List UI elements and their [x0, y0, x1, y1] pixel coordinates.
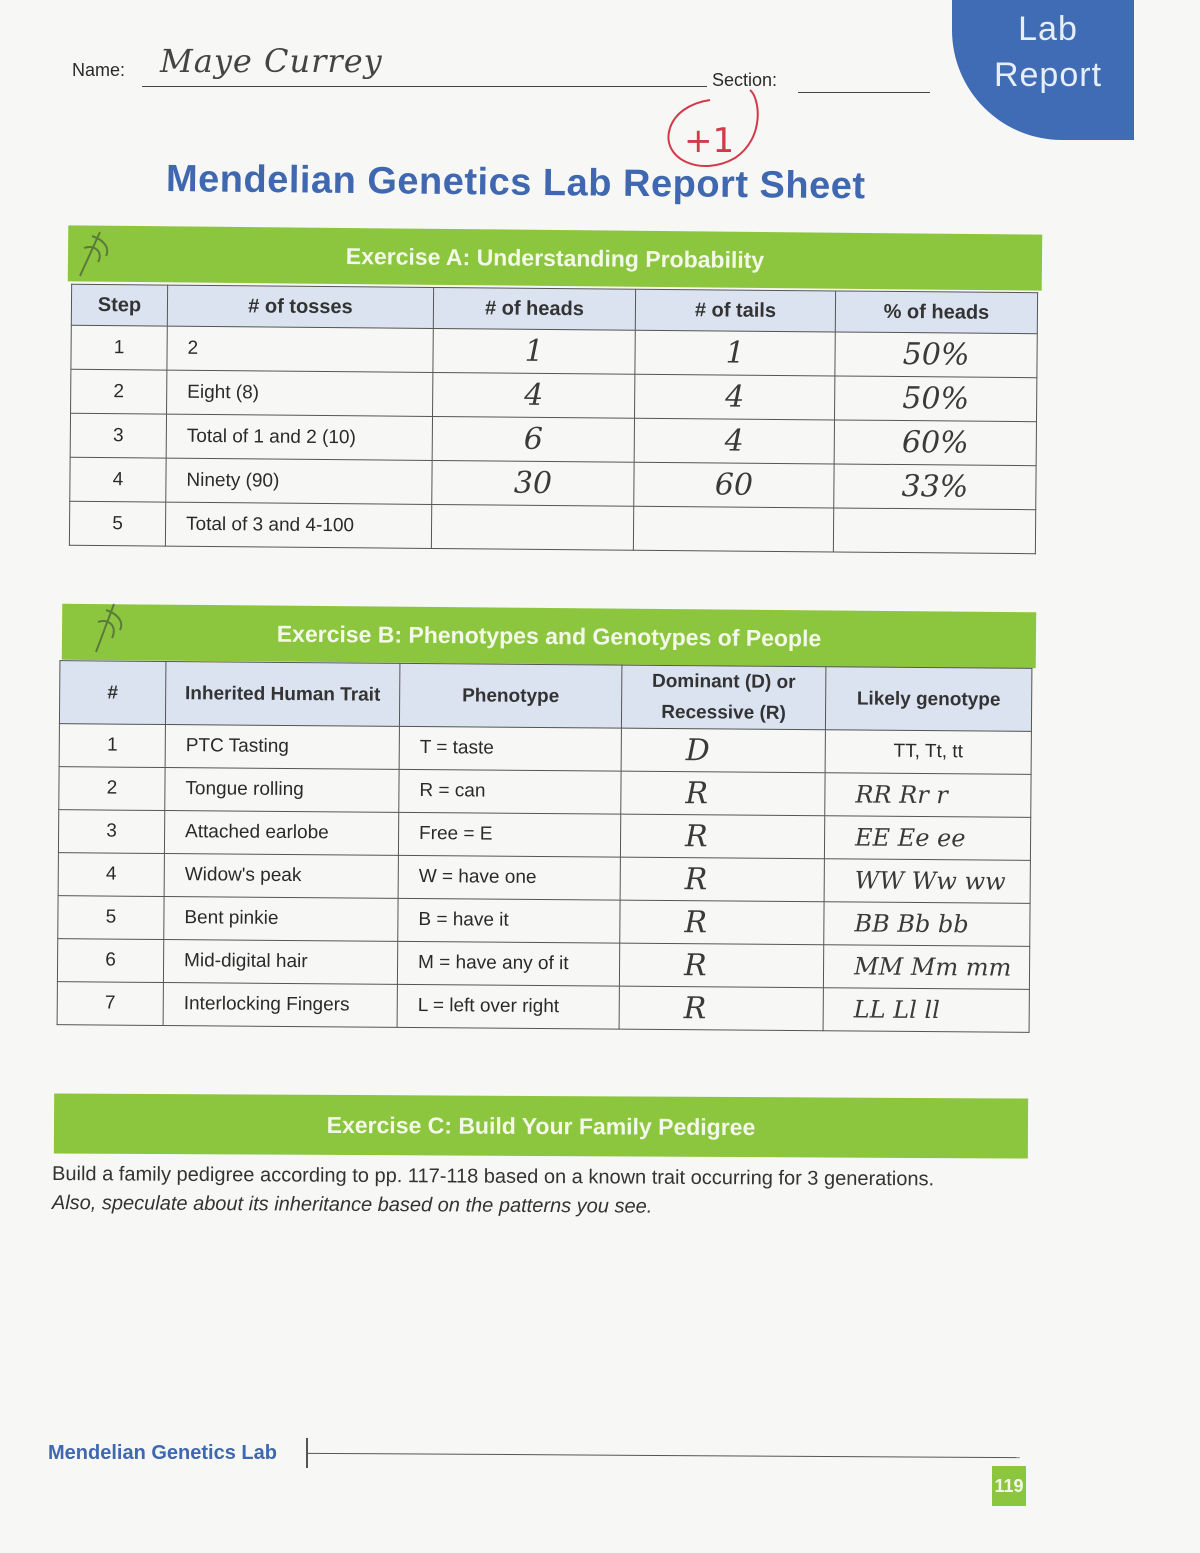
tosses-cell: Ninety (90) [166, 458, 432, 504]
tosses-cell: 2 [167, 326, 433, 372]
pin-mark-icon [86, 600, 132, 656]
genotype-cell[interactable]: MM Mm mm [823, 945, 1029, 990]
phenotype-cell: M = have any of it [397, 941, 619, 986]
name-handwritten: Maye Currey [160, 42, 383, 80]
phenotype-cell: T = taste [399, 726, 621, 771]
phenotype-cell: W = have one [398, 855, 620, 900]
col-trait: Inherited Human Trait [165, 662, 399, 727]
probability-table [69, 284, 1038, 554]
number-cell: 2 [59, 767, 165, 811]
traits-table [57, 660, 1033, 1033]
exercise-c-instructions [52, 1160, 934, 1223]
genotype-cell[interactable]: WW Ww ww [824, 859, 1030, 904]
tosses-cell: Eight (8) [167, 370, 433, 416]
trait-cell: Interlocking Fingers [163, 983, 397, 1028]
step-cell: 3 [70, 413, 166, 458]
trait-cell: PTC Tasting [165, 725, 399, 770]
dominant-recessive-cell[interactable]: R [619, 943, 823, 988]
number-cell: 7 [57, 982, 163, 1026]
col-tails: # of tails [635, 289, 835, 332]
instruction-line-italic: Also, speculate about its inheritance based on the patterns you see. [51, 1192, 653, 1218]
col-heads: # of heads [433, 287, 635, 330]
pct-heads-cell[interactable]: 60% [834, 420, 1036, 466]
dominant-recessive-cell[interactable]: R [620, 857, 824, 902]
number-cell: 6 [57, 939, 163, 983]
table-row [59, 767, 1031, 818]
step-cell: 5 [69, 501, 165, 546]
table-row [59, 724, 1031, 775]
section-label: Section: [712, 70, 778, 90]
tosses-cell: Total of 3 and 4-100 [165, 502, 431, 548]
exercise-c-heading: Exercise C: Build Your Family Pedigree [54, 1093, 1028, 1158]
dominant-recessive-cell[interactable]: D [621, 728, 825, 773]
pct-heads-cell[interactable]: 50% [835, 332, 1037, 378]
pct-heads-cell[interactable]: 50% [835, 376, 1037, 422]
genotype-cell[interactable]: RR Rr r [825, 773, 1031, 818]
tosses-cell: Total of 1 and 2 (10) [166, 414, 432, 460]
score-text: +1 [684, 121, 735, 161]
table-row [58, 896, 1030, 947]
phenotype-cell: Free = E [398, 812, 620, 857]
col-step: Step [71, 284, 167, 326]
col-phenotype: Phenotype [399, 663, 621, 728]
dominant-recessive-cell[interactable]: R [620, 814, 824, 859]
page-title: Mendelian Genetics Lab Report Sheet [165, 158, 866, 208]
tails-cell[interactable]: 4 [635, 374, 835, 420]
pin-mark-icon [70, 226, 116, 282]
number-cell: 5 [58, 896, 164, 940]
step-cell: 1 [71, 325, 167, 370]
pct-heads-cell[interactable]: 33% [834, 464, 1036, 510]
pct-heads-cell[interactable] [833, 508, 1035, 554]
trait-cell: Tongue rolling [165, 768, 399, 813]
trait-cell: Bent pinkie [164, 897, 398, 942]
genotype-cell[interactable]: EE Ee ee [824, 816, 1030, 861]
tails-cell[interactable] [633, 506, 833, 552]
col-genotype: Likely genotype [825, 667, 1031, 732]
dominant-recessive-cell[interactable]: R [621, 771, 825, 816]
exercise-b-heading: Exercise B: Phenotypes and Genotypes of People [62, 604, 1036, 668]
phenotype-cell: B = have it [398, 898, 620, 943]
tab-line-2: Report [993, 56, 1103, 94]
page-number: 119 [992, 1466, 1026, 1506]
trait-cell: Attached earlobe [164, 811, 398, 856]
name-field-line[interactable] [142, 86, 707, 87]
table-row [58, 810, 1030, 861]
instruction-line: Build a family pedigree according to pp. 117-118 based on a known trait occurring for 3 generations. [52, 1163, 935, 1191]
col-number: # [59, 661, 165, 725]
step-cell: 2 [71, 369, 167, 414]
phenotype-cell: R = can [399, 769, 621, 814]
table-row [58, 853, 1030, 904]
genotype-cell[interactable]: TT, Tt, tt [825, 730, 1031, 775]
heads-cell[interactable]: 30 [432, 460, 634, 506]
footer-label: Mendelian Genetics Lab [48, 1442, 277, 1464]
tails-cell[interactable]: 4 [634, 418, 834, 464]
heads-cell[interactable] [431, 504, 633, 550]
name-label: Name: [72, 60, 126, 80]
tails-cell[interactable]: 1 [635, 330, 835, 376]
step-cell: 4 [70, 457, 166, 502]
genotype-cell[interactable]: BB Bb bb [824, 902, 1030, 947]
table-row [57, 939, 1029, 990]
number-cell: 1 [59, 724, 165, 768]
genotype-cell[interactable]: LL Ll ll [823, 988, 1029, 1033]
tails-cell[interactable]: 60 [634, 462, 834, 508]
col-dominant-recessive: Dominant (D) or Recessive (R) [621, 665, 825, 730]
number-cell: 4 [58, 853, 164, 897]
table-header-row [59, 661, 1031, 732]
tab-line-1: Lab [1018, 10, 1078, 48]
section-field-line[interactable] [798, 92, 930, 93]
heads-cell[interactable]: 4 [433, 372, 635, 418]
number-cell: 3 [58, 810, 164, 854]
trait-cell: Mid-digital hair [163, 940, 397, 985]
table-row [69, 501, 1035, 553]
col-tosses: # of tosses [167, 285, 433, 328]
heads-cell[interactable]: 6 [432, 416, 634, 462]
dominant-recessive-cell[interactable]: R [620, 900, 824, 945]
lab-report-tab [952, 0, 1134, 140]
heads-cell[interactable]: 1 [433, 328, 635, 374]
phenotype-cell: L = left over right [397, 984, 619, 1029]
col-pct-heads: % of heads [835, 291, 1037, 334]
exercise-a-heading: Exercise A: Understanding Probability [68, 225, 1042, 290]
dominant-recessive-cell[interactable]: R [619, 986, 823, 1031]
trait-cell: Widow's peak [164, 854, 398, 899]
footer-rule [308, 1453, 1020, 1458]
table-row [57, 982, 1029, 1033]
